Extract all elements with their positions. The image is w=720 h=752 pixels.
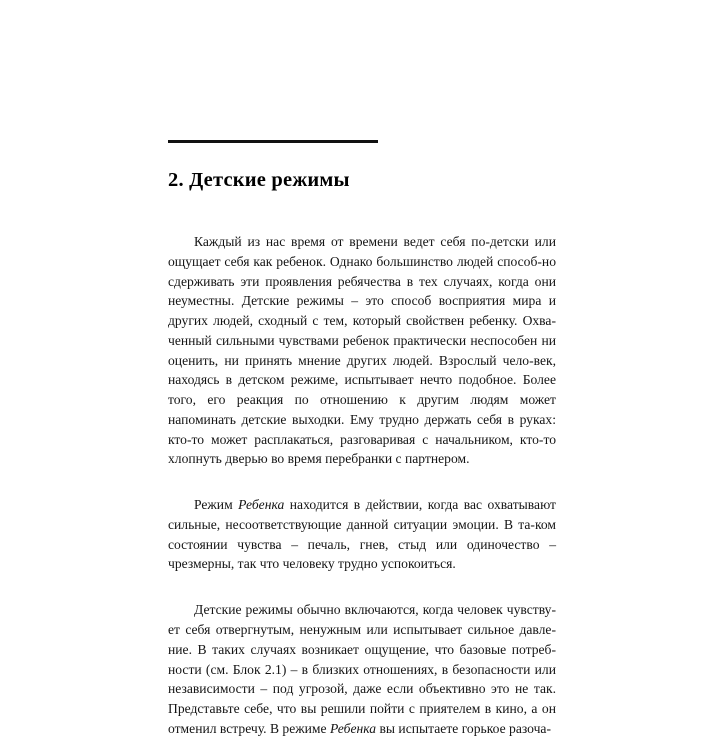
paragraph-3 bbox=[168, 600, 556, 738]
page-content bbox=[168, 0, 556, 752]
paragraph-1-text: Каждый из нас время от времени ведет себя по-детски или ощущает себя как ребенок. Однако большинство людей способ-но сдерживать эти проявления ребячества в тех случаях, когда они неуместны. Детские режимы – это способ восприятия мира и других людей, сходный с тем, который свойствен ребенку. Охва-ченный сильными чувствами ребенок практически неспособен ни оценить, ни принять мнение других людей. Взрослый чело-век, находясь в детском режиме, испытывает нечто подобное. Более того, его реакция по отношению к другим людям может напоминать детские выходки. Ему трудно держать себя в руках: кто-то может расплакаться, разговаривая с начальником, кто-то хлопнуть дверью во время перебранки с партнером. bbox=[168, 234, 556, 467]
chapter-title: 2. Детские режимы bbox=[168, 169, 350, 191]
paragraph-2-emphasis: Ребенка bbox=[238, 497, 285, 513]
paragraph-1 bbox=[168, 232, 556, 469]
paragraph-3-run-3: вы испытаете горькое разоча- bbox=[376, 720, 551, 736]
paragraph-2 bbox=[168, 495, 556, 574]
chapter-rule bbox=[168, 140, 378, 143]
paragraph-3-emphasis: Ребенка bbox=[329, 720, 377, 736]
paragraph-2-run-1: Режим bbox=[194, 497, 239, 513]
paragraph-3-run-1: Детские режимы обычно включаются, когда человек чувству-ет себя отвергнутым, ненужным или испытывает сильное давле-ние. В таких случаях возникает ощущение, что базовые потреб-ности (см. Блок 2.1) – в близких отношениях, в безопасности или независимости – под угрозой, даже если объективно это не так. Представьте себе, что вы решили пойти с приятелем в кино, а он отменил встречу. В режиме bbox=[168, 602, 556, 736]
paragraph-2-run-3: находится в действии, когда вас охватывают сильные, несоответствующие данной ситуации эмоции. В та-ком состоянии чувства – печаль, гнев, стыд или одиночество – чрезмерны, так что человеку трудно успокоиться. bbox=[168, 497, 556, 572]
